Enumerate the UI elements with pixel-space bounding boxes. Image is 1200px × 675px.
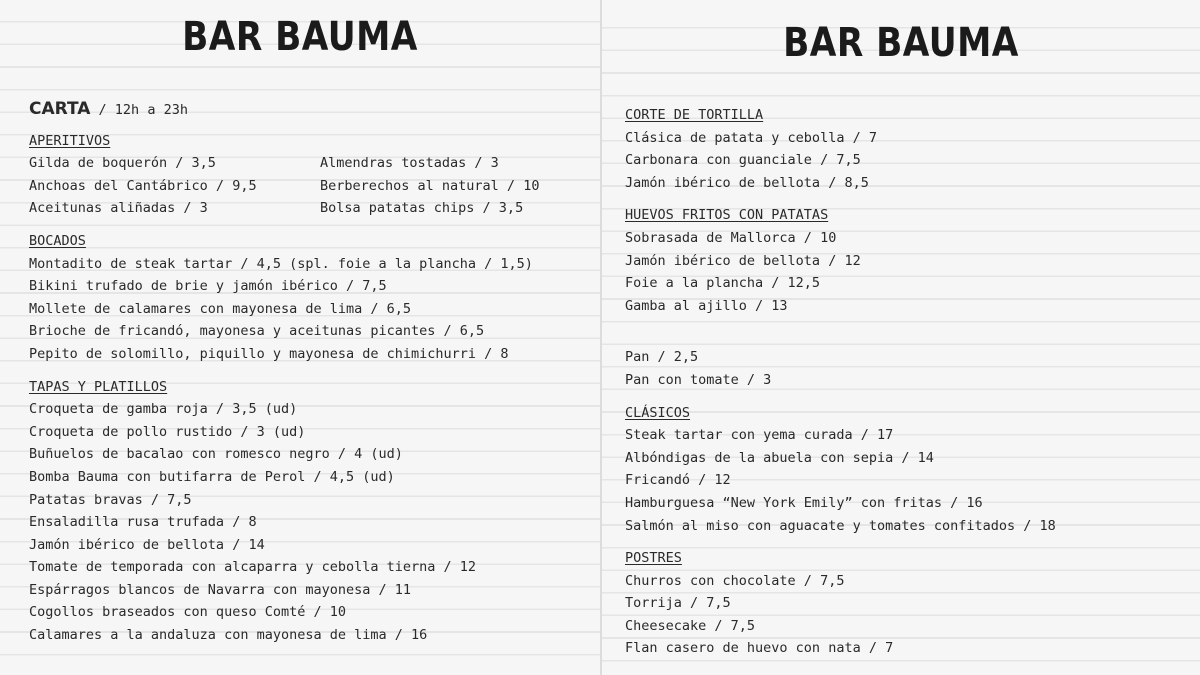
menu-item: Pepito de solomillo, piquillo y mayonesa de chimichurri / 8: [29, 345, 509, 362]
left-page-content: [29, 98, 600, 657]
menu-item: Croqueta de pollo rustido / 3 (ud): [29, 423, 306, 440]
menu-item: Croqueta de gamba roja / 3,5 (ud): [29, 401, 298, 418]
menu-item: Gilda de boquerón / 3,5: [29, 155, 216, 172]
carta-header: [29, 98, 600, 121]
menu-item: Pan con tomate / 3: [625, 371, 772, 388]
menu-item: Espárragos blancos de Navarra con mayonesa / 11: [29, 581, 412, 598]
section-title: CLÁSICOS: [625, 404, 691, 421]
menu-item: Hamburguesa “New York Emily” con fritas / 16: [625, 494, 983, 511]
bar-logo: BAR BAUMA: [783, 20, 1019, 66]
menu-item: Steak tartar con yema curada / 17: [625, 427, 894, 444]
menu-item: Bomba Bauma con butifarra de Perol / 4,5 (ud): [29, 468, 395, 485]
menu-item: Ensaladilla rusa trufada / 8: [29, 514, 257, 531]
menu-item: Flan casero de huevo con nata / 7: [625, 640, 894, 657]
menu-item: Jamón ibérico de bellota / 14: [29, 536, 265, 553]
menu-item: Churros con chocolate / 7,5: [625, 572, 845, 589]
section-clasicos: [625, 402, 1200, 538]
menu-item: Carbonara con guanciale / 7,5: [625, 152, 861, 169]
menu-item: Albóndigas de la abuela con sepia / 14: [625, 449, 934, 466]
section-huevos-fritos: [625, 204, 1200, 317]
menu-item: Tomate de temporada con alcaparra y cebolla tierna / 12: [29, 559, 477, 576]
section-title: HUEVOS FRITOS CON PATATAS: [625, 207, 829, 224]
menu-row: [29, 197, 600, 220]
menu-item: Sobrasada de Mallorca / 10: [625, 229, 837, 246]
carta-title: CARTA: [29, 99, 91, 119]
menu-item: Brioche de fricandó, mayonesa y aceitunas picantes / 6,5: [29, 323, 485, 340]
section-pan: [625, 346, 1200, 391]
section-corte-de-tortilla: [625, 104, 1200, 194]
menu-item: Torrija / 7,5: [625, 595, 731, 612]
menu-item: Jamón ibérico de bellota / 8,5: [625, 174, 869, 191]
section-postres: [625, 547, 1200, 660]
menu-item: Almendras tostadas / 3: [320, 155, 499, 172]
right-page-content: [625, 104, 1200, 670]
menu-item: Patatas bravas / 7,5: [29, 491, 192, 508]
menu-item: Bikini trufado de brie y jamón ibérico / 7,5: [29, 278, 387, 295]
menu-item: Cheesecake / 7,5: [625, 617, 756, 634]
menu-item: Anchoas del Cantábrico / 9,5: [29, 177, 257, 194]
menu-item: Mollete de calamares con mayonesa de lima / 6,5: [29, 300, 412, 317]
menu-row: [29, 152, 600, 175]
section-title: BOCADOS: [29, 232, 86, 249]
menu-item: Salmón al miso con aguacate y tomates confitados / 18: [625, 517, 1056, 534]
menu-item: Calamares a la andaluza con mayonesa de lima / 16: [29, 627, 428, 644]
section-title: APERITIVOS: [29, 132, 111, 149]
menu-item: Cogollos braseados con queso Comté / 10: [29, 604, 346, 621]
menu-item: Montadito de steak tartar / 4,5 (spl. foie a la plancha / 1,5): [29, 255, 533, 272]
menu-item: Clásica de patata y cebolla / 7: [625, 129, 877, 146]
section-title: CORTE DE TORTILLA: [625, 107, 764, 123]
menu-item: Foie a la plancha / 12,5: [625, 275, 821, 292]
section-title: POSTRES: [625, 550, 682, 567]
menu-item: Jamón ibérico de bellota / 12: [625, 252, 861, 269]
menu-item: Aceitunas aliñadas / 3: [29, 200, 208, 217]
section-aperitivos: [29, 130, 600, 220]
section-bocados: [29, 230, 600, 366]
menu-item: Gamba al ajillo / 13: [625, 297, 788, 314]
bar-logo: BAR BAUMA: [182, 14, 418, 60]
menu-row: [29, 175, 600, 198]
menu-item: Bolsa patatas chips / 3,5: [320, 200, 524, 217]
menu-item: Fricandó / 12: [625, 472, 731, 489]
menu-page-right: [602, 0, 1200, 675]
menu-item: Berberechos al natural / 10: [320, 177, 540, 194]
menu-item: Buñuelos de bacalao con romesco negro / 4 (ud): [29, 446, 403, 463]
carta-hours: / 12h a 23h: [98, 102, 188, 118]
section-title: TAPAS Y PLATILLOS: [29, 378, 168, 395]
section-tapas-y-platillos: [29, 376, 600, 647]
menu-item: Pan / 2,5: [625, 349, 699, 366]
